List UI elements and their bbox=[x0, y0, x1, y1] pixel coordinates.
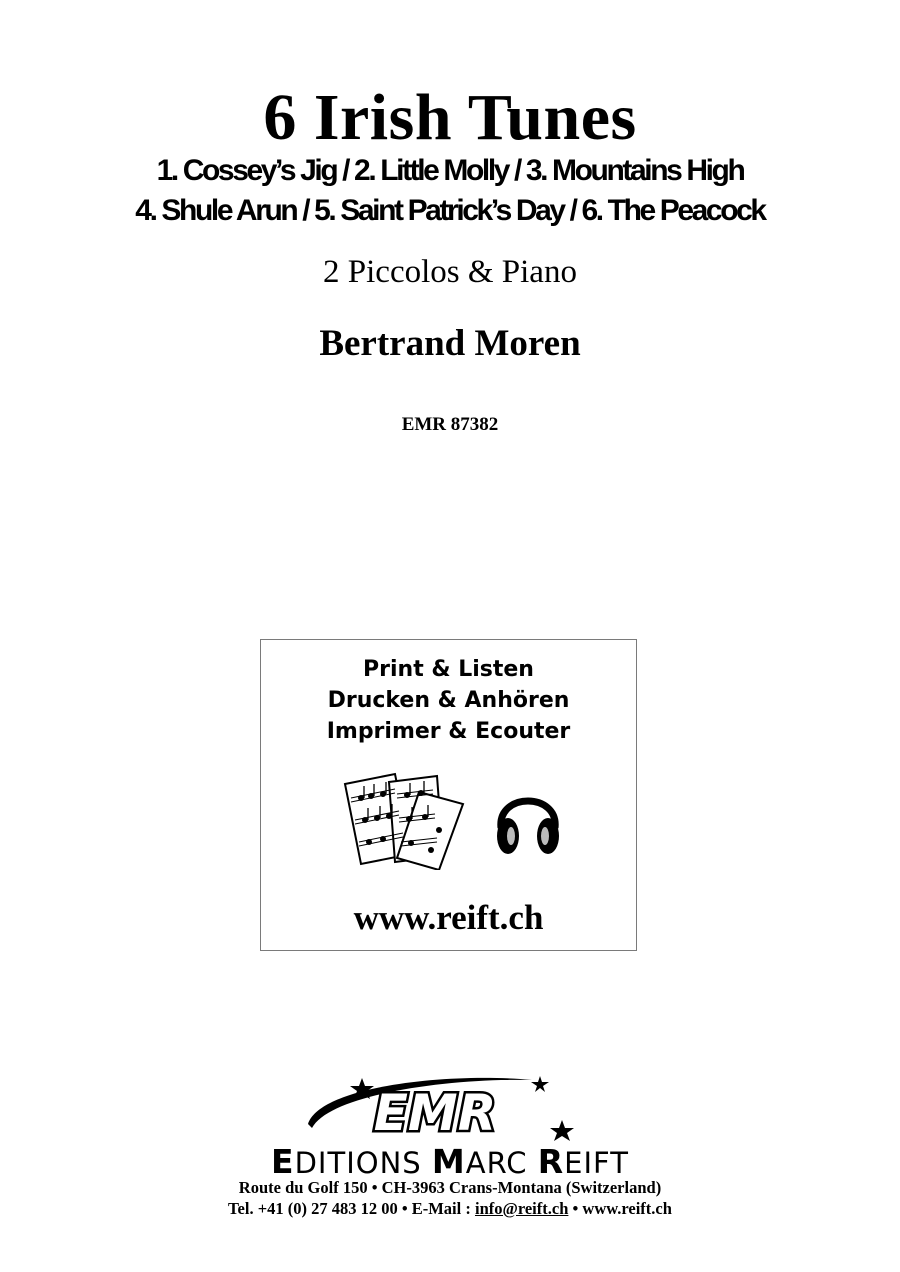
logo-text: EMR bbox=[373, 1084, 497, 1142]
emr-logo bbox=[300, 1072, 580, 1142]
contact-web: • www.reift.ch bbox=[568, 1199, 672, 1218]
publisher-contact bbox=[0, 1199, 900, 1219]
publisher-address: Route du Golf 150 • CH-3963 Crans-Montana (Switzerland) bbox=[238, 1178, 662, 1197]
tune-list-line-1: 1. Cossey’s Jig / 2. Little Molly / 3. Mountains High bbox=[156, 154, 744, 187]
page-title: 6 Irish Tunes bbox=[263, 81, 637, 154]
headphones-icon bbox=[493, 782, 563, 858]
brand-initial-e: E bbox=[271, 1142, 295, 1181]
catalog-code: EMR 87382 bbox=[401, 414, 499, 435]
brand-initial-m: M bbox=[431, 1142, 466, 1181]
promo-line-de: Drucken & Anhören bbox=[327, 688, 570, 713]
sheet-music-icon bbox=[339, 770, 467, 870]
email-link[interactable]: info@reift.ch bbox=[474, 1199, 569, 1218]
publisher-name bbox=[0, 1142, 900, 1181]
promo-line-fr: Imprimer & Ecouter bbox=[326, 719, 571, 744]
brand-initial-r: R bbox=[537, 1142, 565, 1181]
promo-url[interactable]: www.reift.ch bbox=[353, 898, 544, 937]
contact-tel: Tel. +41 (0) 27 483 12 00 • E-Mail : bbox=[228, 1199, 475, 1218]
promo-line-en: Print & Listen bbox=[363, 657, 534, 682]
composer-name: Bertrand Moren bbox=[319, 323, 581, 364]
brand-word-ditions: DITIONS bbox=[294, 1146, 432, 1180]
tune-list-line-2: 4. Shule Arun / 5. Saint Patrick’s Day / 6. The Peacock bbox=[135, 194, 765, 227]
brand-word-arc: ARC bbox=[465, 1146, 538, 1180]
print-listen-box bbox=[260, 639, 637, 951]
instrumentation: 2 Piccolos & Piano bbox=[323, 254, 577, 290]
brand-word-eift: EIFT bbox=[564, 1146, 629, 1180]
